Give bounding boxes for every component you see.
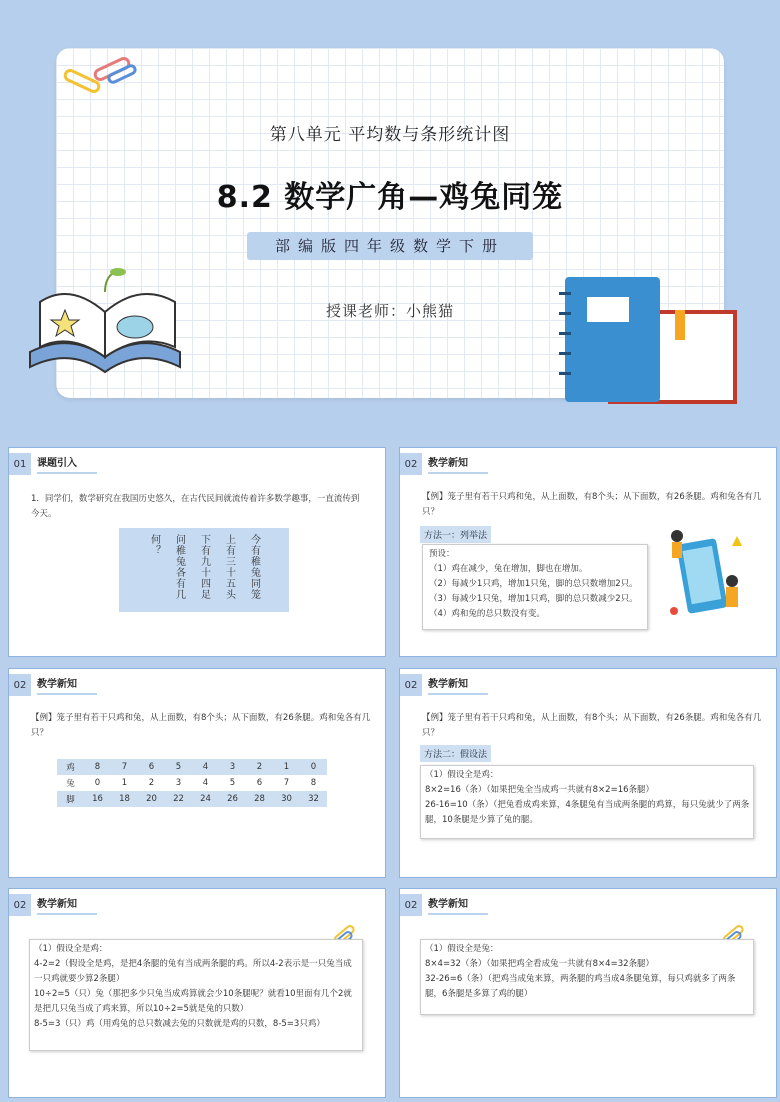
list-item: （4）鸡和兔的总只数没有变。 bbox=[429, 609, 545, 619]
list-item: （1）假设全是兔： bbox=[425, 944, 499, 954]
table-cell: 20 bbox=[138, 791, 165, 807]
poem-line: 何？ bbox=[148, 534, 160, 556]
method-box bbox=[420, 765, 754, 839]
table-row bbox=[57, 759, 327, 775]
table-cell: 28 bbox=[246, 791, 273, 807]
table-cell: 30 bbox=[273, 791, 300, 807]
table-cell: 8 bbox=[84, 759, 111, 775]
slide-table bbox=[8, 668, 386, 878]
slide-title: 教学新知 bbox=[37, 895, 97, 915]
slide-title: 课题引入 bbox=[37, 454, 97, 474]
open-book-icon bbox=[10, 262, 200, 392]
slide-number: 02 bbox=[400, 453, 422, 475]
table-cell: 兔 bbox=[66, 779, 75, 789]
edition-badge: 部编版四年级数学下册 bbox=[247, 232, 533, 260]
table-cell: 3 bbox=[175, 778, 182, 788]
method-box bbox=[420, 939, 754, 1015]
slide-title: 教学新知 bbox=[37, 675, 97, 695]
table-cell: 5 bbox=[229, 778, 236, 788]
list-item: （1）鸡在减少，兔在增加，脚也在增加。 bbox=[429, 564, 588, 574]
paperclip-icon bbox=[60, 56, 140, 106]
table-cell: 8 bbox=[310, 778, 317, 788]
table-cell: 2 bbox=[246, 759, 273, 775]
slide-number: 01 bbox=[9, 453, 31, 475]
list-item: 8×2=16（条）（如果把兔全当成鸡一共就有8×2=16条腿） bbox=[425, 785, 655, 795]
list-item: 10÷2=5（只）兔（那把多少只兔当成鸡算就会少10条腿呢？就看10里面有几个2就是把几只兔当成了鸡来算，所以10÷2=5就是兔的只数） bbox=[34, 989, 352, 1014]
table-cell: 4 bbox=[202, 778, 209, 788]
table-row bbox=[57, 791, 327, 807]
table-cell: 32 bbox=[300, 791, 327, 807]
list-item: 26-16=10（条）（把兔看成鸡来算，4条腿兔有当成两条腿的鸡算，每只兔就少了两条腿，10条腿是少算了兔的腿。 bbox=[425, 800, 750, 825]
intro-text: 1．同学们，数学研究在我国历史悠久，在古代民间就流传着许多数学趣事，一直流传到今天。 bbox=[31, 494, 360, 519]
table-cell: 0 bbox=[300, 759, 327, 775]
table-cell: 24 bbox=[192, 791, 219, 807]
table-cell: 22 bbox=[165, 791, 192, 807]
table-cell: 26 bbox=[219, 791, 246, 807]
notebook-icon bbox=[555, 272, 745, 412]
slide-number: 02 bbox=[400, 674, 422, 696]
poem-line: 上有三十五头 bbox=[223, 534, 235, 600]
table-cell: 5 bbox=[165, 759, 192, 775]
slide-title: 教学新知 bbox=[428, 454, 488, 474]
enumeration-table bbox=[57, 759, 327, 807]
method-label: 方法一：列举法 bbox=[420, 526, 491, 543]
poem-line: 下有九十四足 bbox=[198, 534, 210, 600]
slide-number: 02 bbox=[9, 894, 31, 916]
poem-line: 今有稚兔同笼 bbox=[248, 534, 260, 600]
example-text: 【例】笼子里有若干只鸡和兔，从上面数，有8个头；从下面数，有26条腿。鸡和兔各有几只？ bbox=[422, 492, 762, 517]
slide-title: 教学新知 bbox=[428, 895, 488, 915]
list-item: 8×4=32（条）（如果把鸡全看成兔一共就有8×4=32条腿） bbox=[425, 959, 655, 969]
list-item: （3）每减少1只兔，增加1只鸡，脚的总只数减少2只。 bbox=[429, 594, 638, 604]
table-row bbox=[57, 775, 327, 791]
table-cell: 18 bbox=[111, 791, 138, 807]
unit-title: 第八单元 平均数与条形统计图 bbox=[269, 125, 511, 145]
page-title: 8.2 数学广角—鸡兔同笼 bbox=[216, 180, 564, 215]
table-cell: 鸡 bbox=[57, 759, 84, 775]
list-item: （1）假设全是鸡： bbox=[34, 944, 108, 954]
table-cell: 脚 bbox=[57, 791, 84, 807]
list-item: 32-26=6（条）（把鸡当成兔来算，两条腿的鸡当成4条腿兔算，每只鸡就多了两条腿，6条腿是多算了鸡的腿） bbox=[425, 974, 736, 999]
method-label: 方法二：假设法 bbox=[420, 745, 491, 762]
table-cell: 0 bbox=[94, 778, 101, 788]
table-cell: 4 bbox=[192, 759, 219, 775]
method-box bbox=[422, 544, 648, 630]
table-cell: 3 bbox=[219, 759, 246, 775]
list-item: 4-2=2（假设全是鸡，是把4条腿的兔有当成两条腿的鸡。所以4-2表示是一只兔当成一只鸡就要少算2条腿） bbox=[34, 959, 352, 984]
table-cell: 7 bbox=[283, 778, 290, 788]
table-cell: 6 bbox=[256, 778, 263, 788]
teacher-name: 授课老师：小熊猫 bbox=[325, 302, 454, 320]
slide-number: 02 bbox=[9, 674, 31, 696]
poem-line: 问稚兔各有几 bbox=[173, 534, 185, 600]
example-text: 【例】笼子里有若干只鸡和兔，从上面数，有8个头；从下面数，有26条腿。鸡和兔各有几只？ bbox=[31, 713, 371, 738]
list-item: 8-5=3（只）鸡（用鸡兔的总只数减去兔的只数就是鸡的只数，8-5=3只鸡） bbox=[34, 1019, 325, 1029]
table-cell: 2 bbox=[148, 778, 155, 788]
list-item: 预设： bbox=[429, 549, 455, 559]
table-cell: 16 bbox=[84, 791, 111, 807]
ancient-poem bbox=[119, 528, 289, 612]
list-item: （1）假设全是鸡： bbox=[425, 770, 499, 780]
table-cell: 1 bbox=[273, 759, 300, 775]
slide-assume-chicken bbox=[399, 668, 777, 878]
example-text: 【例】笼子里有若干只鸡和兔，从上面数，有8个头；从下面数，有26条腿。鸡和兔各有几只？ bbox=[422, 713, 762, 738]
method-box bbox=[29, 939, 363, 1051]
slide-title: 教学新知 bbox=[428, 675, 488, 695]
slide-assume-rabbit bbox=[399, 888, 777, 1098]
slide-method-list bbox=[399, 447, 777, 657]
list-item: （2）每减少1只鸡，增加1只兔，脚的总只数增加2只。 bbox=[429, 579, 638, 589]
slide-assume-chicken-2 bbox=[8, 888, 386, 1098]
table-cell: 7 bbox=[111, 759, 138, 775]
slide-number: 02 bbox=[400, 894, 422, 916]
cover-slide bbox=[0, 0, 780, 440]
table-cell: 1 bbox=[121, 778, 128, 788]
table-cell: 6 bbox=[138, 759, 165, 775]
student-illustration-icon bbox=[662, 516, 752, 626]
slide-intro bbox=[8, 447, 386, 657]
